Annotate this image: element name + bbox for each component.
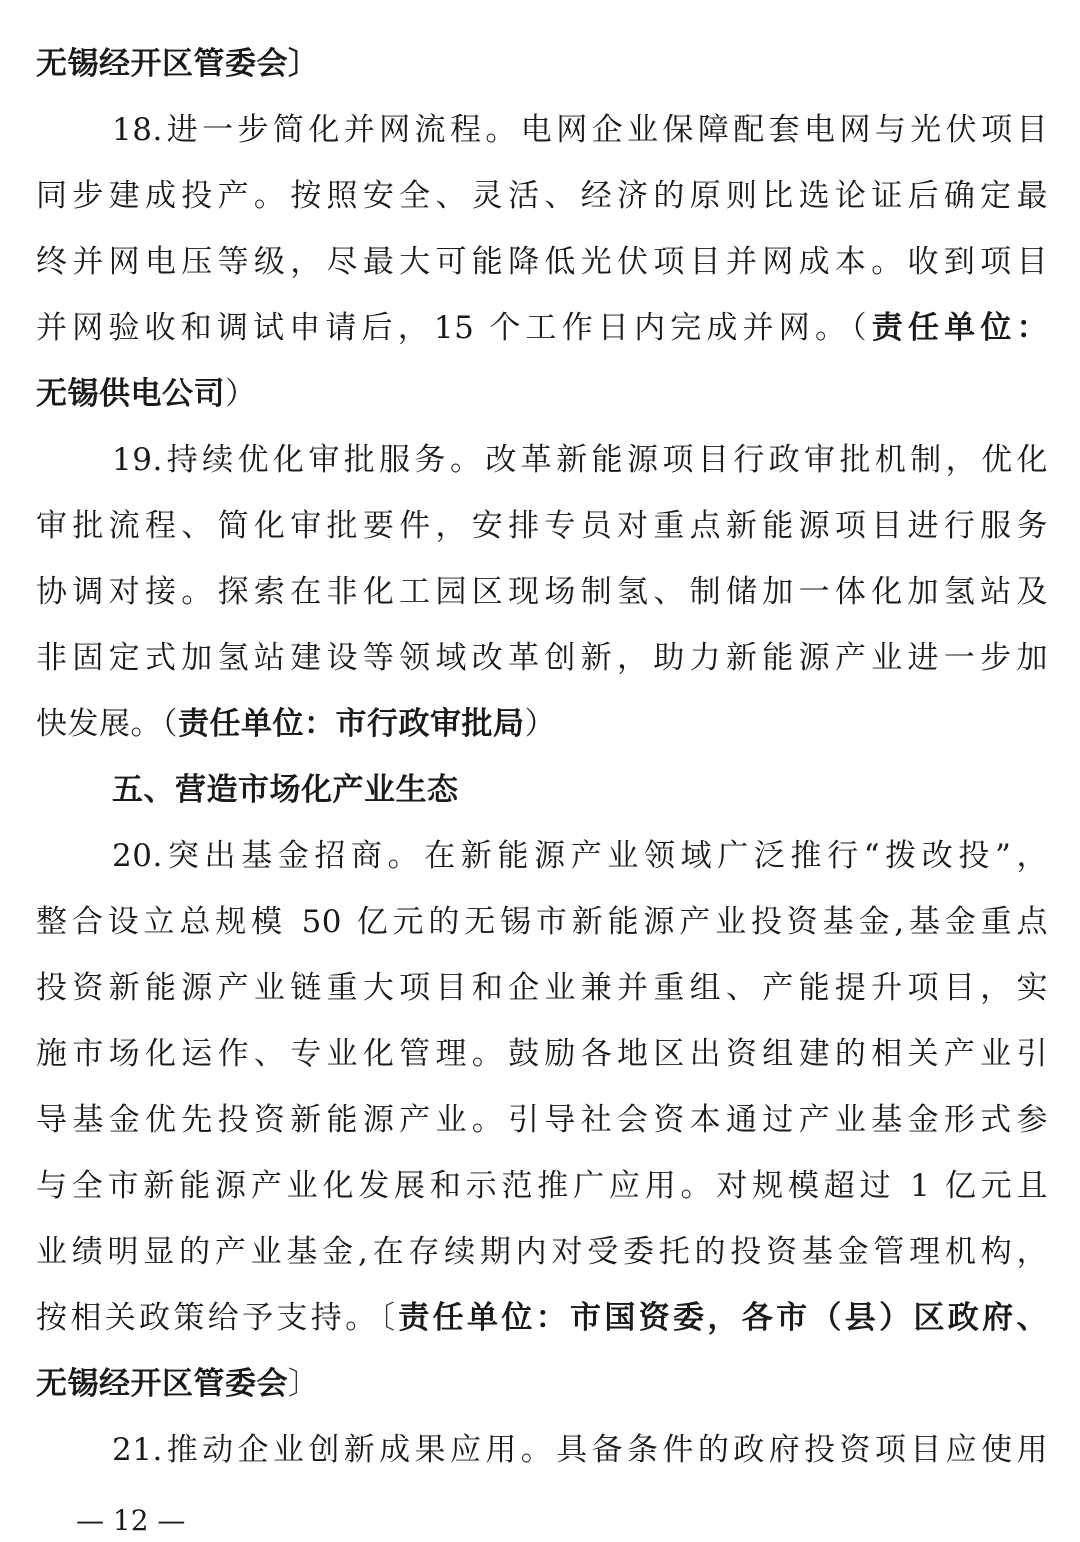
run: 五、营造市场化产业生态 — [112, 772, 459, 808]
line-10 — [36, 625, 1048, 691]
run: 并网验收和调试申请后，15 个工作日内完成并网。（ — [36, 310, 872, 346]
line-21 — [36, 1351, 1048, 1417]
run: 整合设立总规模 50 亿元的无锡市新能源产业投资基金,基金重点 — [36, 904, 1048, 940]
run: 终并网电压等级，尽最大可能降低光伏项目并网成本。收到项目 — [36, 244, 1048, 280]
line-15 — [36, 955, 1048, 1021]
run: 业绩明显的产业基金,在存续期内对受委托的投资基金管理机构， — [36, 1234, 1048, 1270]
run: 19.持续优化审批服务。改革新能源项目行政审批机制，优化 — [112, 442, 1048, 478]
line-5 — [36, 295, 1048, 361]
line-8 — [36, 493, 1048, 559]
run: 无锡经开区管委会〕 — [36, 46, 320, 82]
item-19-title-line — [112, 427, 1048, 493]
run: 18.进一步简化并网流程。电网企业保障配套电网与光伏项目 — [112, 112, 1048, 148]
run: 21.推动企业创新成果应用。具备条件的政府投资项目应使用 — [112, 1432, 1048, 1468]
item-18-title-line — [112, 97, 1048, 163]
run-responsible-unit: 无锡经开区管委会 — [36, 1366, 288, 1402]
line-14 — [36, 889, 1048, 955]
line-17 — [36, 1087, 1048, 1153]
page-number: — 12 — — [76, 1504, 186, 1537]
run: 非固定式加氢站建设等领域改革创新，助力新能源产业进一步加 — [36, 640, 1048, 676]
line-3 — [36, 163, 1048, 229]
line-18 — [36, 1153, 1048, 1219]
run: 快发展。（ — [36, 706, 178, 742]
run: 协调对接。探索在非化工园区现场制氢、制储加一体化加氢站及 — [36, 574, 1048, 610]
run: ） — [524, 706, 556, 742]
run: 导基金优先投资新能源产业。引导社会资本通过产业基金形式参 — [36, 1102, 1048, 1138]
run: 同步建成投产。按照安全、灵活、经济的原则比选论证后确定最 — [36, 178, 1048, 214]
run: 按相关政策给予支持。〔 — [36, 1300, 399, 1336]
line-20 — [36, 1285, 1048, 1351]
run: 审批流程、简化审批要件，安排专员对重点新能源项目进行服务 — [36, 508, 1048, 544]
run-responsible-unit: 无锡供电公司 — [36, 376, 225, 412]
line-16 — [36, 1021, 1048, 1087]
run: 〕 — [288, 1366, 320, 1402]
run-responsible-unit: 责任单位：市行政审批局 — [178, 706, 525, 742]
run: ） — [225, 376, 257, 412]
line-11 — [36, 691, 1048, 757]
section-heading — [112, 757, 1048, 823]
line-6 — [36, 361, 1048, 427]
run-responsible-units: 责任单位：市国资委，各市（县）区政府、 — [398, 1300, 1048, 1336]
item-21-title-line — [112, 1417, 1048, 1483]
line-1 — [36, 31, 1048, 97]
run: 投资新能源产业链重大项目和企业兼并重组、产能提升项目，实 — [36, 970, 1048, 1006]
line-9 — [36, 559, 1048, 625]
item-20-title-line — [112, 823, 1048, 889]
run: 施市场化运作、专业化管理。鼓励各地区出资组建的相关产业引 — [36, 1036, 1048, 1072]
line-19 — [36, 1219, 1048, 1285]
run: 20.突出基金招商。在新能源产业领域广泛推行“拨改投”， — [112, 838, 1048, 874]
run-responsible-label: 责任单位： — [871, 310, 1048, 346]
run: 与全市新能源产业化发展和示范推广应用。对规模超过 1 亿元且 — [36, 1168, 1048, 1204]
line-4 — [36, 229, 1048, 295]
